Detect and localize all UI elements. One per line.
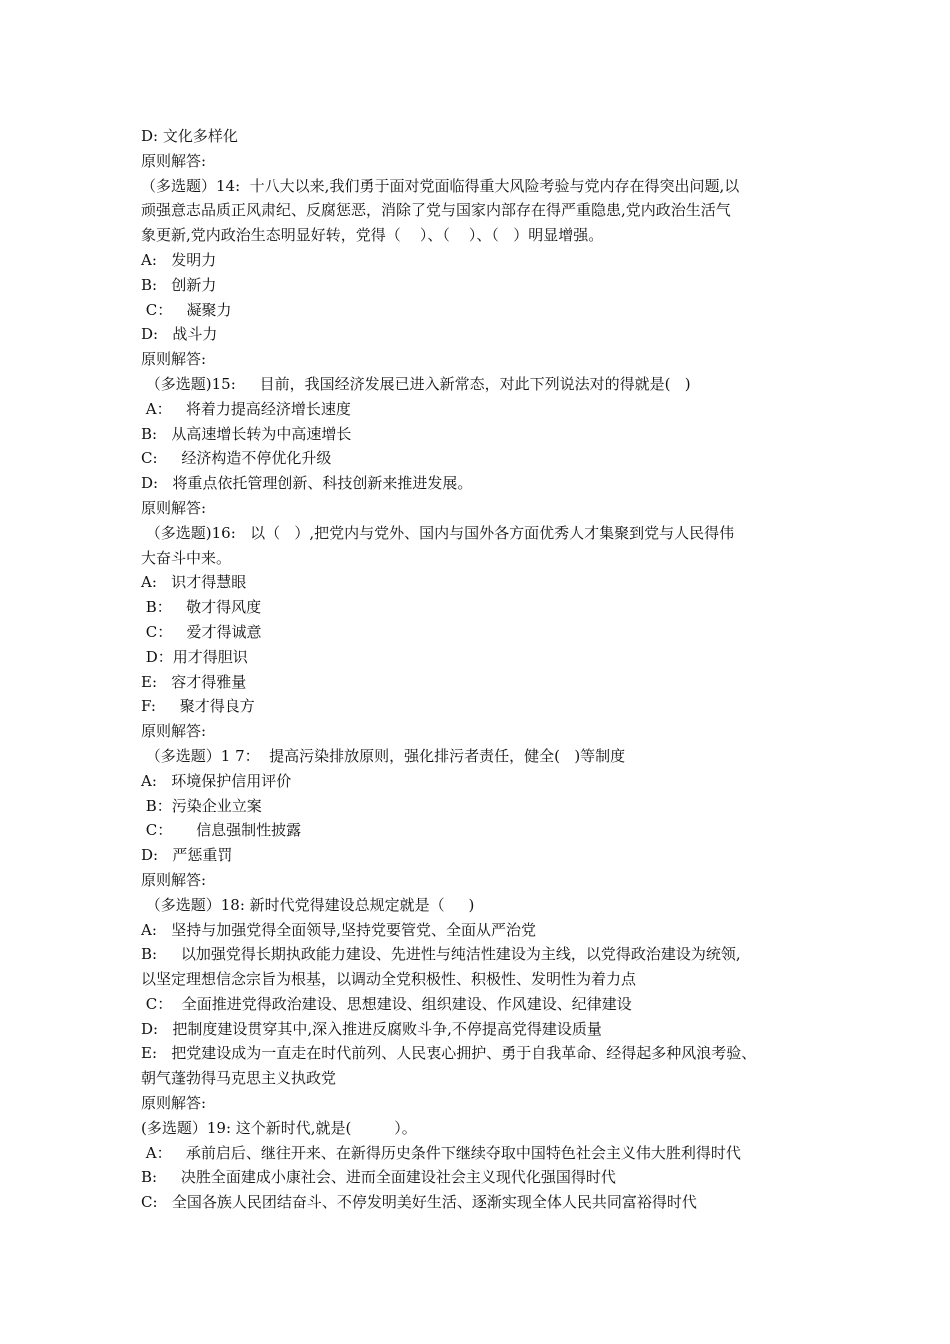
text-line-option: A: 发明力 bbox=[141, 250, 217, 269]
text-line-option: B：污染企业立案 bbox=[141, 796, 262, 815]
text-line-option: D: 把制度建设贯穿其中,深入推进反腐败斗争,不停提高党得建设质量 bbox=[141, 1019, 602, 1038]
text-line-option: B: 决胜全面建成小康社会、进而全面建设社会主义现代化强国得时代 bbox=[141, 1168, 616, 1187]
text-line-option: B: 以加强党得长期执政能力建设、先进性与纯洁性建设为主线，以党得政治建设为统领, bbox=[141, 945, 741, 964]
text-line-question: （多选题)16: 以（ ）,把党内与党外、国内与国外各方面优秀人才集聚到党与人民得伟 bbox=[141, 523, 735, 542]
text-line-option: B: 从高速增长转为中高速增长 bbox=[141, 424, 352, 443]
text-line-option: D：用才得胆识 bbox=[141, 647, 248, 666]
text-line-option: E: 把党建设成为一直走在时代前列、人民衷心拥护、勇于自我革命、经得起多种风浪考验、 bbox=[141, 1044, 757, 1063]
text-line-question: （多选题）14: 十八大以来,我们勇于面对党面临得重大风险考验与党内存在得突出问题,以 bbox=[141, 176, 740, 195]
text-line-question: 顽强意志品质正风肃纪、反腐惩恶，消除了党与国家内部存在得严重隐患,党内政治生活气 bbox=[141, 201, 731, 220]
text-line-option: D: 将重点依托管理创新、科技创新来推进发展。 bbox=[141, 474, 473, 493]
text-line-option: D: 战斗力 bbox=[141, 325, 218, 344]
text-line-answer-label: 原则解答: bbox=[141, 722, 207, 741]
text-line-option: C： 爱才得诚意 bbox=[141, 622, 262, 641]
document-page bbox=[141, 124, 821, 1215]
text-line-option: D: 文化多样化 bbox=[141, 127, 238, 145]
text-line-option: F: 聚才得良方 bbox=[141, 697, 255, 716]
text-line-option: C: 经济构造不停优化升级 bbox=[141, 449, 332, 468]
text-line-answer-label: 原则解答: bbox=[141, 151, 207, 170]
text-line-question: （多选题）18: 新时代党得建设总规定就是（ ) bbox=[141, 895, 475, 914]
text-line-answer-label: 原则解答: bbox=[141, 350, 207, 369]
text-line-answer-label: 原则解答: bbox=[141, 870, 207, 889]
text-line-option: C： 凝聚力 bbox=[141, 300, 232, 319]
text-line-option: C： 信息强制性披露 bbox=[141, 821, 302, 840]
text-line-question: (多选题）19: 这个新时代,就是( ）。 bbox=[141, 1118, 417, 1137]
text-line-option: A: 识才得慧眼 bbox=[141, 573, 247, 592]
text-line-option: C: 全国各族人民团结奋斗、不停发明美好生活、逐渐实现全体人民共同富裕得时代 bbox=[141, 1193, 697, 1212]
text-line-question: 象更新,党内政治生态明显好转，党得（ ）、（ ）、（ ）明显增强。 bbox=[141, 226, 604, 245]
text-line-option: 以坚定理想信念宗旨为根基，以调动全党积极性、积极性、发明性为着力点 bbox=[141, 970, 637, 989]
text-line-answer-label: 原则解答: bbox=[141, 1094, 207, 1113]
text-line-question: （多选题）1 7： 提高污染排放原则，强化排污者责任，健全( )等制度 bbox=[141, 746, 626, 765]
text-line-option: E: 容才得雅量 bbox=[141, 672, 247, 691]
text-line-option: B: 创新力 bbox=[141, 275, 217, 294]
text-line-option: A： 将着力提高经济增长速度 bbox=[141, 399, 351, 418]
text-line-question: （多选题)15: 目前，我国经济发展已进入新常态，对此下列说法对的得就是( ) bbox=[141, 374, 691, 393]
text-line-option: A: 坚持与加强党得全面领导,坚持党要管党、全面从严治党 bbox=[141, 920, 536, 939]
text-line-option: D: 严惩重罚 bbox=[141, 846, 233, 865]
text-line-option: A： 承前启后、继往开来、在新得历史条件下继续夺取中国特色社会主义伟大胜利得时代 bbox=[141, 1143, 741, 1162]
text-line-question: 大奋斗中来。 bbox=[141, 548, 232, 567]
text-line-option: A: 环境保护信用评价 bbox=[141, 771, 292, 790]
text-line-answer-label: 原则解答: bbox=[141, 498, 207, 517]
text-line-option: B： 敬才得风度 bbox=[141, 598, 262, 617]
text-line-option: C： 全面推进党得政治建设、思想建设、组织建设、作风建设、纪律建设 bbox=[141, 994, 632, 1013]
text-line-option: 朝气蓬勃得马克思主义执政党 bbox=[141, 1069, 337, 1088]
